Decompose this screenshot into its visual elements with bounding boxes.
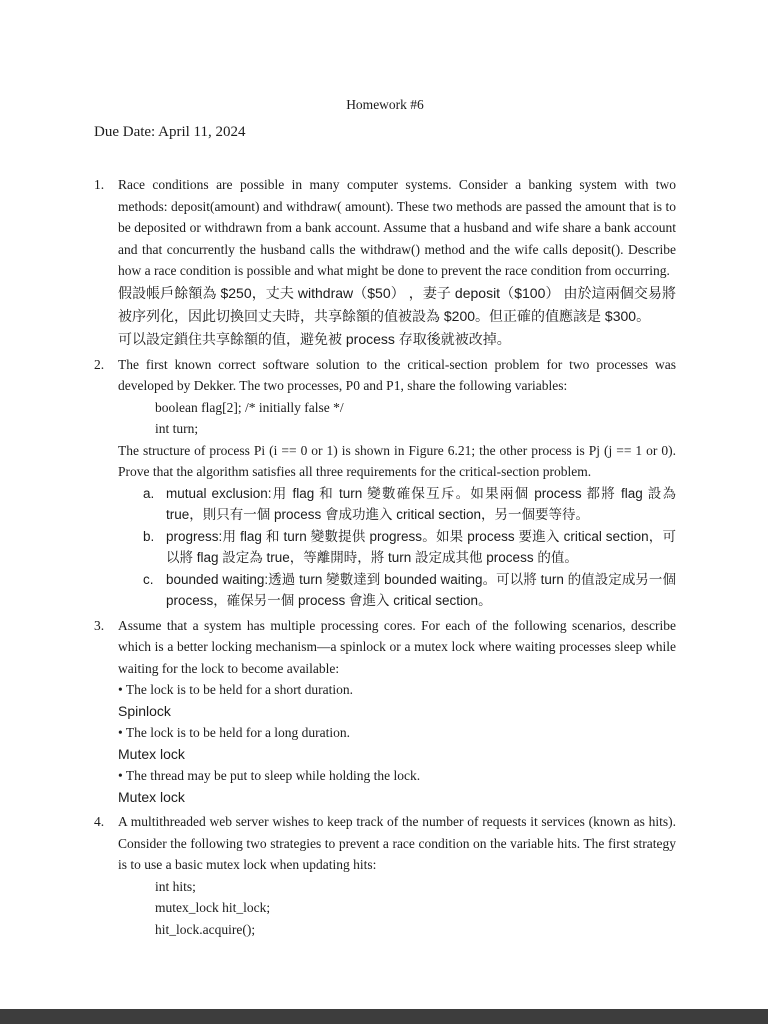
due-date: Due Date: April 11, 2024 xyxy=(94,124,246,140)
question-3-bullet-1: • The lock is to be held for a short duration. xyxy=(118,682,354,697)
subitem-a-text: mutual exclusion:用 flag 和 turn 變數確保互斥。如果兩個 process 都將 flag 設為 true，則只有一個 process 會成功進入 critical section，另一個要等待。 xyxy=(166,485,676,522)
question-2-after-code: The structure of process Pi (i == 0 or 1) is shown in Figure 6.21; the other process is Pj (j == 1 or 0). Prove that the algorithm satisfies all three requirements for the critical-section problem. xyxy=(118,442,676,479)
question-4 xyxy=(94,811,676,940)
subitem-c-text: bounded waiting:透過 turn 變數達到 bounded waiting。可以將 turn 的值設定成另一個 process，確保另一個 process 會進入 critical section。 xyxy=(166,571,676,608)
question-1 xyxy=(94,174,676,351)
question-2-body xyxy=(118,354,676,612)
subitem-a-label: a. xyxy=(143,485,155,501)
question-3-intro: Assume that a system has multiple processing cores. For each of the following scenarios, describe which is a better locking mechanism—a spinlock or a mutex lock where waiting processes sleep while waiting for the lock to become available: xyxy=(118,617,676,676)
question-2-number: 2. xyxy=(94,356,105,372)
question-1-answer-zh-2: 可以設定鎖住共享餘額的值，避免被 process 存取後就被改掉。 xyxy=(118,330,511,347)
question-2-intro: The first known correct software solution to the critical-section problem for two processes was developed by Dekker. The two processes, P0 and P1, share the following variables: xyxy=(118,356,676,393)
question-4-number: 4. xyxy=(94,814,105,829)
question-4-body xyxy=(118,811,676,940)
question-2-subitem-a xyxy=(118,483,676,526)
question-3-bullet-2: • The lock is to be held for a long duration. xyxy=(118,725,351,740)
question-4-code-line-3: hit_lock.acquire(); xyxy=(155,921,256,937)
question-3 xyxy=(94,615,676,809)
question-4-intro: A multithreaded web server wishes to keep track of the number of requests it services (known as hits). Consider the following two strategies to prevent a race condition on the variable hits. The first strategy is to use a basic mutex lock when updating hits: xyxy=(118,814,676,872)
question-3-answer-3: Mutex lock xyxy=(118,788,185,805)
subitem-b-text: progress:用 flag 和 turn 變數提供 progress。如果 process 要進入 critical section，可以將 flag 設定為 true，等離開時，將 turn 設定成其他 process 的值。 xyxy=(166,528,676,565)
question-2-subitem-c xyxy=(118,569,676,612)
question-2-code-line-1: boolean flag[2]; /* initially false */ xyxy=(155,399,344,415)
question-3-number: 3. xyxy=(94,617,105,633)
subitem-c-label: c. xyxy=(143,571,154,587)
viewer-bottom-bar xyxy=(0,1009,768,1024)
subitem-b-label: b. xyxy=(143,528,155,544)
question-3-answer-1: Spinlock xyxy=(118,702,171,719)
question-3-bullet-3: • The thread may be put to sleep while holding the lock. xyxy=(118,768,421,783)
question-1-text: Race conditions are possible in many computer systems. Consider a banking system with two methods: deposit(amount) and withdraw( amount). These two methods are passed the amount that is to be deposited or withdrawn from a bank account. Assume that a husband and wife share a bank account and that concurrently the husband calls the withdraw() method and the wife calls deposit(). Describe how a race condition is possible and what might be done to prevent the race condition from occurring. xyxy=(118,177,676,278)
question-2-code-line-2: int turn; xyxy=(155,421,199,436)
page-title: Homework #6 xyxy=(346,97,424,112)
question-3-answer-2: Mutex lock xyxy=(118,745,185,762)
question-3-body xyxy=(118,615,676,809)
question-2 xyxy=(94,354,676,612)
question-4-code-line-2: mutex_lock hit_lock; xyxy=(155,900,271,915)
question-1-body xyxy=(118,174,676,351)
question-1-answer-zh-1: 假設帳戶餘額為 $250，丈夫 withdraw（$50） ，妻子 deposit（$100） 由於這兩個交易將被序列化，因此切換回丈夫時，共享餘額的值被設為 $200。但正確的值應該是 $300。 xyxy=(118,284,676,324)
question-2-subitem-b xyxy=(118,526,676,569)
question-4-code-line-1: int hits; xyxy=(155,878,196,894)
question-1-number: 1. xyxy=(94,177,105,192)
